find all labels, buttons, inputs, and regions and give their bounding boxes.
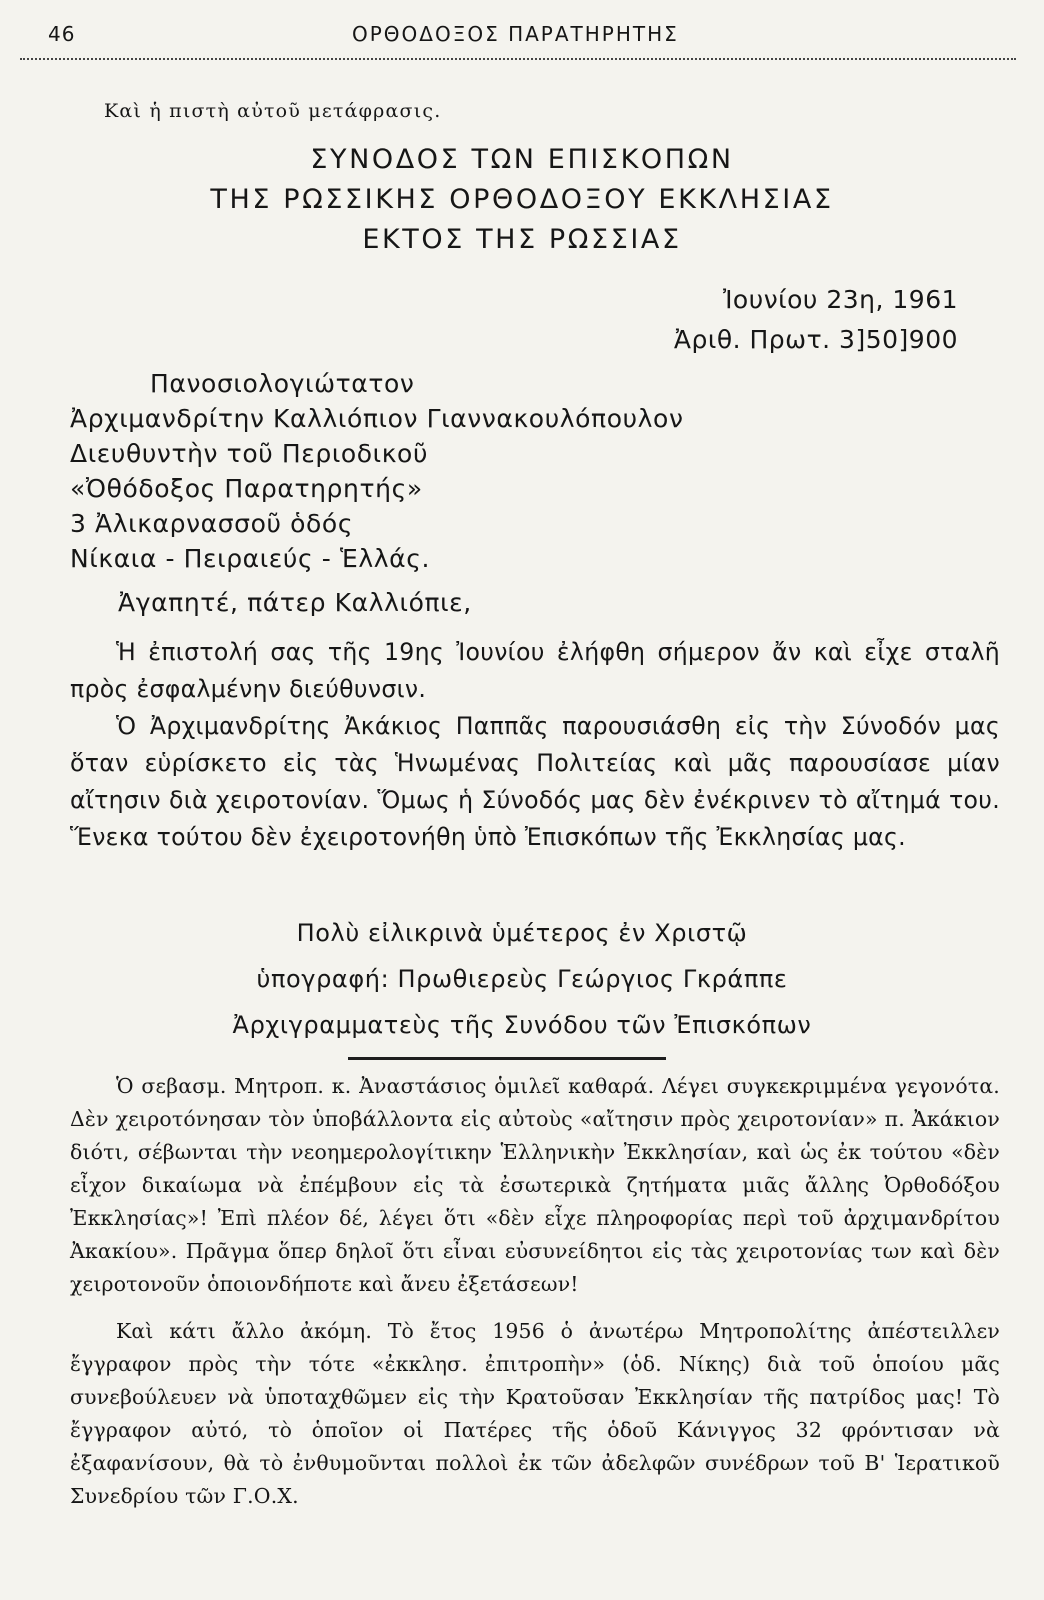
letter-paragraph: Ἡ ἐπιστολή σας τῆς 19ης Ἰουνίου ἐλήφθη σήμερον ἄν καὶ εἶχε σταλῆ πρὸς ἐσφαλμένην διεύθυνσιν. <box>70 638 1000 703</box>
intro-line: Καὶ ἡ πιστὴ αὐτοῦ μετάφρασις. <box>104 100 442 122</box>
synod-heading-line: ΣΥΝΟΔΟΣ ΤΩΝ ΕΠΙΣΚΟΠΩΝ <box>310 144 734 175</box>
protocol-number: Ἀριθ. Πρωτ. 3]50]900 <box>673 325 958 354</box>
address-line: Ἀρχιμανδρίτην Καλλιόπιον Γιαννακουλόπουλον <box>70 404 684 433</box>
synod-heading-line: ΤΗΣ ΡΩΣΣΙΚΗΣ ΟΡΘΟΔΟΞΟΥ ΕΚΚΛΗΣΙΑΣ <box>210 184 834 215</box>
letter-paragraph: Ὁ Ἀρχιμανδρίτης Ἀκάκιος Παππᾶς παρουσιάσθη εἰς τὴν Σύνοδόν μας ὅταν εὑρίσκετο εἰς τὰς Ἡνωμένας Πολιτείας καὶ μᾶς παρουσίασε μίαν αἴτησιν διὰ χειροτονίαν. Ὅμως ἡ Σύνοδός μας δὲν ἐνέκρινεν τὸ αἴτημά του. Ἕνεκα τούτου δὲν ἐχειροτονήθη ὑπὸ Ἐπισκόπων τῆς Ἐκκλησίας μας. <box>70 712 1000 851</box>
journal-title: ΟΡΘΟΔΟΞΟΣ ΠΑΡΑΤΗΡΗΤΗΣ <box>352 22 679 46</box>
section-divider <box>348 1057 666 1060</box>
salutation: Ἀγαπητέ, πάτερ Καλλιόπιε, <box>118 588 472 617</box>
address-line: 3 Ἀλικαρνασσοῦ ὁδός <box>70 509 354 538</box>
signature-line: ὑπογραφή: Πρωθιερεὺς Γεώργιος Γκράππε <box>256 965 788 993</box>
commentary-paragraph: Καὶ κάτι ἄλλο ἀκόμη. Τὸ ἔτος 1956 ὁ ἀνωτέρω Μητροπολίτης ἀπέστειλλεν ἔγγραφον πρὸς τὴν τότε «ἐκκλησ. ἐπιτροπὴν» (ὁδ. Νίκης) διὰ τοῦ ὁποίου μᾶς συνεβούλευεν νὰ ὑποταχθῶμεν εἰς τὴν Κρατοῦσαν Ἐκκλησίαν τῆς πατρίδος μας! Τὸ ἔγγραφον αὐτό, τὸ ὁποῖον οἱ Πατέρες τῆς ὁδοῦ Κάνιγγος 32 φρόντισαν νὰ ἐξαφανίσουν, θὰ τὸ ἐνθυμοῦνται πολλοὶ ἐκ τῶν ἀδελφῶν συνέδρων τοῦ Β' Ἱερατικοῦ Συνεδρίου τῶν Γ.Ο.Χ. <box>70 1319 1000 1508</box>
commentary-paragraph: Ὁ σεβασμ. Μητροπ. κ. Ἀναστάσιος ὁμιλεῖ καθαρά. Λέγει συγκεκριμμένα γεγονότα. Δὲν χειροτόνησαν τὸν ὑποβάλλοντα εἰς αὐτοὺς «αἴτησιν πρὸς χειροτονίαν» π. Ἀκάκιον διότι, σέβωνται τὴν νεοημερολογίτικην Ἑλληνικὴν Ἐκκλησίαν, καὶ ὡς ἐκ τούτου «δὲν εἶχον δικαίωμα νὰ ἐπέμβουν εἰς τὰ ἐσωτερικὰ ζητήματα μιᾶς ἄλλης Ὀρθοδόξου Ἐκκλησίας»! Ἐπὶ πλέον δέ, λέγει ὅτι «δὲν εἶχε πληροφορίας περὶ τοῦ ἀρχιμανδρίτου Ἀκακίου». Πρᾶγμα ὅπερ δηλοῖ ὅτι εἶναι εὐσυνείδητοι εἰς τὰς χειροτονίας των καὶ δὲν χειροτονοῦν ὁποιονδήποτε καὶ ἄνευ ἐξετάσεων! <box>70 1074 1000 1296</box>
letter-body <box>70 634 1000 856</box>
synod-heading <box>0 140 1044 260</box>
running-header <box>48 18 1016 54</box>
address-line: Διευθυντὴν τοῦ Περιοδικοῦ <box>70 439 429 468</box>
page-number: 46 <box>48 22 76 46</box>
address-line: Νίκαια - Πειραιεύς - Ἑλλάς. <box>70 544 431 573</box>
header-divider <box>20 58 1016 60</box>
letter-date: Ἰουνίου 23η, 1961 <box>722 285 958 314</box>
address-line: Πανοσιολογιώτατον <box>150 369 415 398</box>
signatory-title: Ἀρχιγραμματεὺς τῆς Συνόδου τῶν Ἐπισκόπων <box>232 1011 812 1039</box>
address-line: «Ὀθόδοξος Παρατηρητής» <box>70 474 423 503</box>
closing-line: Πολὺ εἰλικρινὰ ὑμέτερος ἐν Χριστῷ <box>296 919 748 947</box>
synod-heading-line: ΕΚΤΟΣ ΤΗΣ ΡΩΣΣΙΑΣ <box>362 224 682 255</box>
recipient-address <box>70 366 684 576</box>
editorial-commentary <box>70 1070 1000 1527</box>
letter-date-block <box>674 280 958 360</box>
letter-closing <box>0 910 1044 1048</box>
